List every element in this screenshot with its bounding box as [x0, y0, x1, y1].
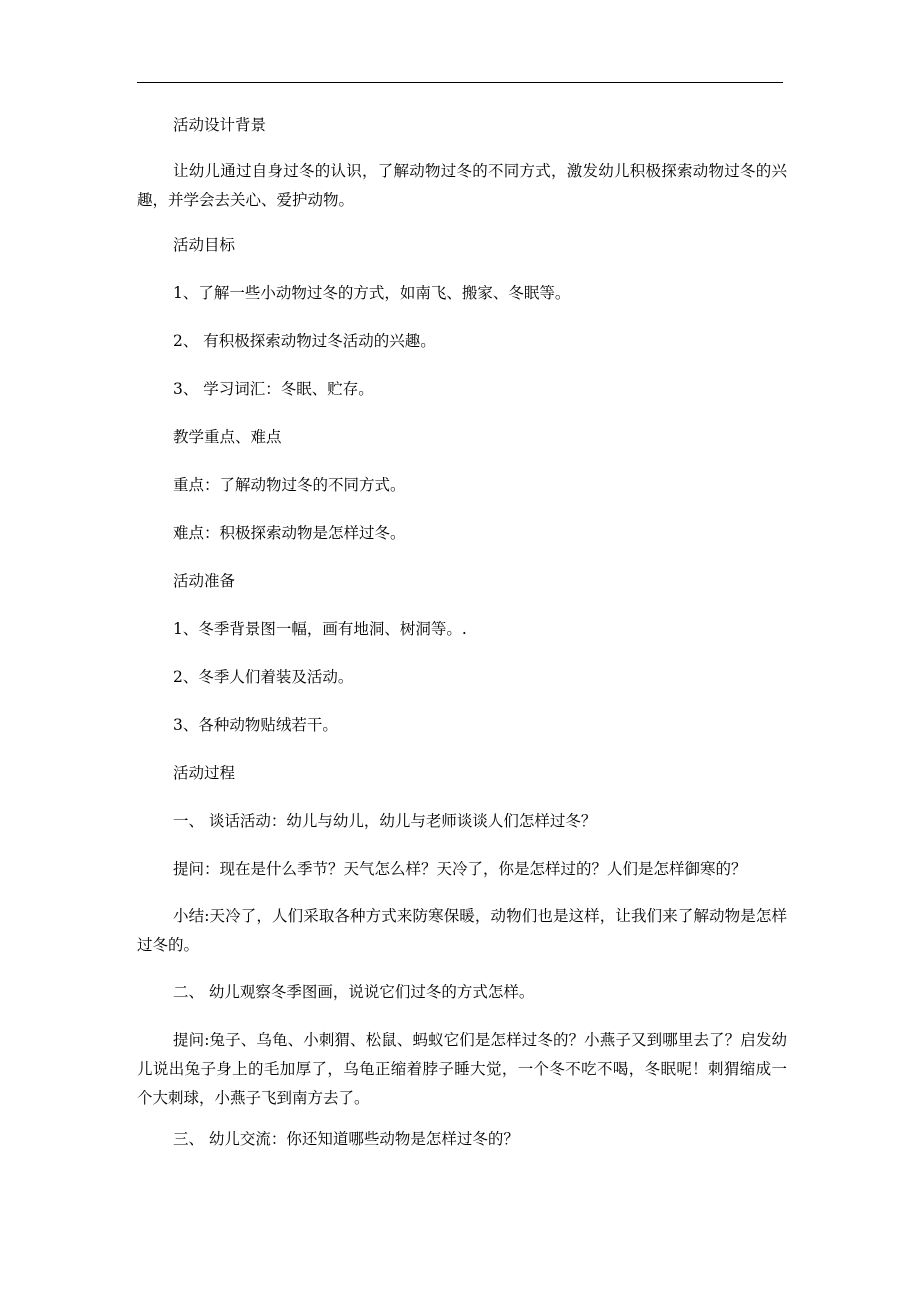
process-summary: 小结:天冷了，人们采取各种方式来防寒保暖，动物们也是这样，让我们来了解动物是怎样过冬的。	[137, 907, 787, 954]
preparation-item-1: 1、冬季背景图一幅，画有地洞、树洞等。.	[173, 620, 467, 638]
heading-process: 活动过程	[173, 764, 236, 782]
key-point-text: 重点：了解动物过冬的不同方式。	[173, 476, 406, 494]
preparation-item-2: 2、冬季人们着装及活动。	[173, 668, 354, 686]
process-step-3: 三、 幼儿交流：你还知道哪些动物是怎样过冬的？	[173, 1130, 519, 1148]
preparation-item-3: 3、各种动物贴绒若干。	[173, 716, 338, 734]
header-rule	[137, 82, 783, 83]
process-step-2: 二、 幼儿观察冬季图画，说说它们过冬的方式怎样。	[173, 983, 535, 1001]
process-question-2: 提问:兔子、乌龟、小刺猬、松鼠、蚂蚁它们是怎样过冬的？小燕子又到哪里去了？启发幼儿说出兔子身上的毛加厚了，乌龟正缩着脖子睡大觉，一个冬不吃不喝，冬眠呢！刺猬缩成一个大刺球，小燕子飞到南方去了。	[137, 1031, 787, 1107]
process-question-1: 提问：现在是什么季节？天气怎么样？天冷了，你是怎样过的？人们是怎样御寒的？	[173, 860, 747, 878]
goal-item-3: 3、 学习词汇：冬眠、贮存。	[173, 380, 374, 398]
goal-item-2: 2、 有积极探索动物过冬活动的兴趣。	[173, 332, 436, 350]
goal-item-1: 1、了解一些小动物过冬的方式，如南飞、搬家、冬眠等。	[173, 284, 571, 302]
difficulty-text: 难点：积极探索动物是怎样过冬。	[173, 524, 406, 542]
heading-preparation: 活动准备	[173, 572, 236, 590]
heading-design-background: 活动设计背景	[173, 116, 267, 134]
process-step-1: 一、 谈话活动：幼儿与幼儿，幼儿与老师谈谈人们怎样过冬？	[173, 812, 597, 830]
heading-key-points: 教学重点、难点	[173, 428, 282, 446]
paragraph-background-text: 让幼儿通过自身过冬的认识，了解动物过冬的不同方式，激发幼儿积极探索动物过冬的兴趣，并学会去关心、爱护动物。	[137, 162, 787, 209]
heading-activity-goals: 活动目标	[173, 236, 236, 254]
